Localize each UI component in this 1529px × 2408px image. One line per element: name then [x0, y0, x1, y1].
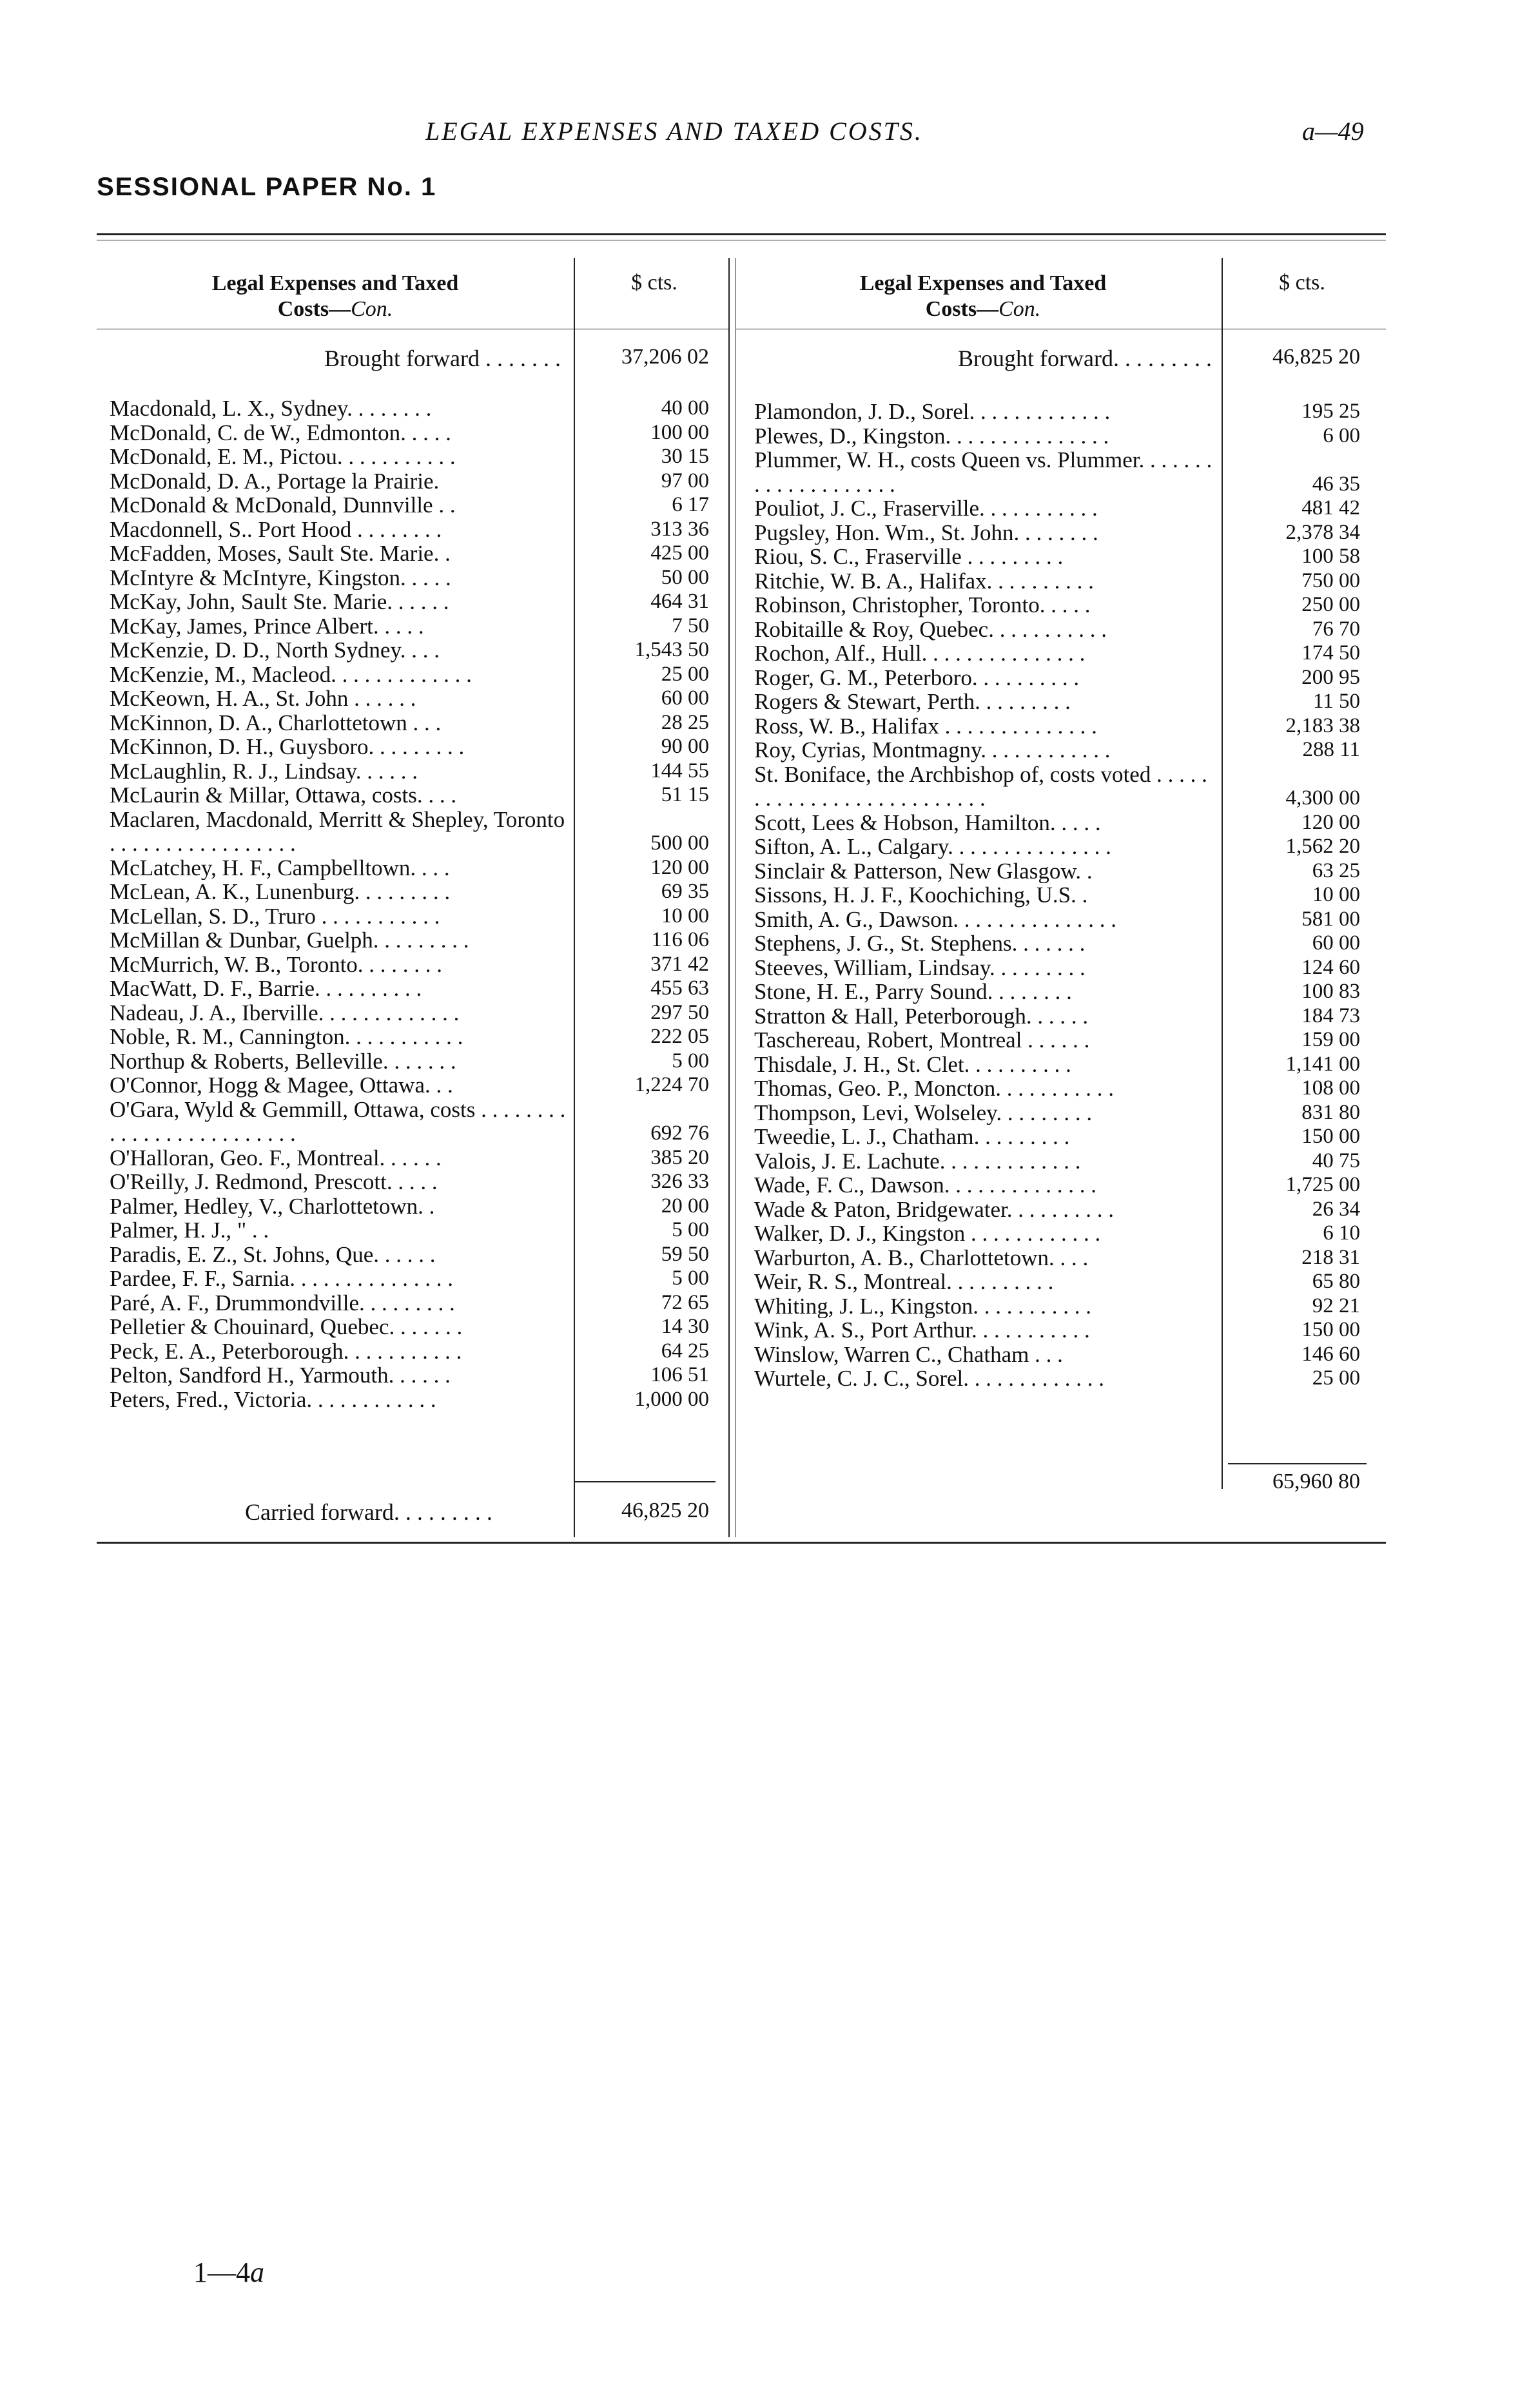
entry-amount: 385 20 — [650, 1145, 709, 1169]
entry-amount: 26 34 — [1312, 1197, 1360, 1221]
right-brought-forward-amount: 46,825 20 — [1272, 345, 1360, 369]
entry-amount: 218 31 — [1301, 1245, 1360, 1269]
ledger-entry — [110, 1267, 728, 1291]
ledger-entry — [110, 1001, 728, 1025]
ledger-entry — [754, 1125, 1386, 1149]
right-amount-heading: $ cts. — [1279, 271, 1325, 295]
entry-name: O'Connor, Hogg & Magee, Ottawa. . . — [110, 1073, 453, 1098]
entry-name: Sinclair & Patterson, New Glasgow. . — [754, 859, 1093, 883]
entry-name: Warburton, A. B., Charlottetown. . . . — [754, 1245, 1089, 1270]
entry-amount: 5 00 — [672, 1218, 709, 1241]
entry-name: McFadden, Moses, Sault Ste. Marie. . — [110, 541, 451, 566]
entry-name: Riou, S. C., Fraserville . . . . . . . . . — [754, 545, 1064, 569]
ledger-entry — [110, 614, 728, 639]
left-heading-line1: Legal Expenses and Taxed — [211, 271, 459, 295]
page-number: a—49 — [1302, 117, 1364, 146]
entry-name: McLellan, S. D., Truro . . . . . . . . . . . — [110, 904, 440, 928]
right-heading-line2 — [754, 296, 1212, 322]
entry-name: McLaurin & Millar, Ottawa, costs. . . . — [110, 783, 457, 808]
entry-amount: 326 33 — [650, 1170, 709, 1193]
ledger-entry — [110, 445, 728, 469]
ledger-entry — [110, 421, 728, 445]
entry-amount: 120 00 — [1301, 810, 1360, 834]
entry-amount: 10 00 — [1312, 883, 1360, 906]
entry-amount: 371 42 — [650, 952, 709, 976]
entry-amount: 40 00 — [661, 396, 709, 420]
ledger-entry — [754, 424, 1386, 449]
ledger-entry — [110, 1073, 728, 1098]
ledger-entry — [110, 1243, 728, 1267]
entry-name: Pelletier & Chouinard, Quebec. . . . . . . — [110, 1315, 463, 1339]
entry-amount: 90 00 — [661, 735, 709, 758]
ledger-entry — [110, 856, 728, 880]
entry-amount: 150 00 — [1301, 1318, 1360, 1341]
entry-amount: 831 80 — [1301, 1100, 1360, 1124]
ledger-entry — [110, 1098, 728, 1146]
entry-name: McLatchey, H. F., Campbelltown. . . . — [110, 855, 450, 880]
top-rule — [97, 233, 1386, 235]
ledger-entry — [754, 1270, 1386, 1294]
entry-amount: 20 00 — [661, 1194, 709, 1218]
entry-amount: 6 17 — [672, 493, 709, 516]
entry-amount: 1,562 20 — [1285, 835, 1360, 858]
entry-amount: 92 21 — [1312, 1294, 1360, 1317]
ledger-entry — [110, 1049, 728, 1074]
ledger-entry — [754, 1294, 1386, 1319]
entry-name: Pardee, F. F., Sarnia. . . . . . . . . . . . . . . — [110, 1267, 453, 1291]
ledger-entry — [754, 738, 1386, 762]
entry-amount: 10 00 — [661, 904, 709, 927]
right-column-heading — [754, 271, 1212, 322]
entry-name: Thomas, Geo. P., Moncton. . . . . . . . . . . — [754, 1076, 1115, 1101]
entry-amount: 222 05 — [650, 1025, 709, 1048]
entry-amount: 6 10 — [1323, 1221, 1360, 1245]
entry-amount: 581 00 — [1301, 907, 1360, 931]
entry-name: Palmer, Hedley, V., Charlottetown. . — [110, 1194, 435, 1218]
entry-amount: 100 00 — [650, 420, 709, 444]
entry-amount: 7 50 — [672, 614, 709, 637]
entry-name: O'Gara, Wyld & Gemmill, Ottawa, costs . . . . . . . . . . . . . . . . . . . . . . . . . — [110, 1097, 566, 1146]
ledger-entry — [754, 641, 1386, 666]
ledger-entry — [754, 1053, 1386, 1077]
entry-name: Wade & Paton, Bridgewater. . . . . . . . . . — [754, 1197, 1115, 1221]
entry-amount: 150 00 — [1301, 1125, 1360, 1148]
ledger-entry — [110, 1025, 728, 1049]
ledger-entry — [110, 953, 728, 977]
ledger-entry — [754, 1318, 1386, 1343]
entry-amount: 159 00 — [1301, 1028, 1360, 1051]
ledger-entry — [754, 956, 1386, 980]
entry-name: Plummer, W. H., costs Queen vs. Plummer. . . . . . . . . . . . . . . . . . . . — [754, 448, 1212, 496]
ledger-entry — [110, 686, 728, 711]
entry-name: Valois, J. E. Lachute. . . . . . . . . . . . . — [754, 1149, 1081, 1173]
entry-amount: 120 00 — [650, 855, 709, 879]
entry-name: McDonald, C. de W., Edmonton. . . . . — [110, 420, 451, 445]
entry-amount: 464 31 — [650, 590, 709, 613]
left-heading-con: Con. — [351, 297, 393, 321]
ledger-entry — [110, 928, 728, 953]
right-column — [754, 258, 1386, 1534]
entry-amount: 1,224 70 — [634, 1073, 709, 1096]
entry-amount: 14 30 — [661, 1315, 709, 1338]
entry-amount: 124 60 — [1301, 955, 1360, 979]
ledger-entry — [110, 518, 728, 542]
entry-name: Rochon, Alf., Hull. . . . . . . . . . . . . . . — [754, 641, 1086, 666]
entry-amount: 69 35 — [661, 880, 709, 903]
ledger-entry — [110, 808, 728, 856]
entry-amount: 51 15 — [661, 783, 709, 806]
entry-amount: 425 00 — [650, 541, 709, 565]
entry-name: Sissons, H. J. F., Koochiching, U.S. . — [754, 883, 1088, 908]
entry-name: Plamondon, J. D., Sorel. . . . . . . . . . . . . — [754, 400, 1111, 424]
entry-name: Whiting, J. L., Kingston. . . . . . . . . . . — [754, 1294, 1092, 1318]
entry-amount: 174 50 — [1301, 641, 1360, 665]
ledger-entry — [110, 566, 728, 590]
entry-amount: 97 00 — [661, 469, 709, 492]
entry-amount: 455 63 — [650, 976, 709, 1000]
ledger-entry — [110, 1363, 728, 1388]
entry-name: Rogers & Stewart, Perth. . . . . . . . . — [754, 690, 1071, 714]
right-total-amount: 65,960 80 — [1272, 1470, 1360, 1493]
signature-suffix: a — [250, 2257, 264, 2288]
entry-amount: 500 00 — [650, 831, 709, 855]
ledger-entry — [754, 521, 1386, 545]
entry-amount: 40 75 — [1312, 1149, 1360, 1172]
entry-name: McDonald & McDonald, Dunnville . . — [110, 493, 456, 518]
entry-name: Robinson, Christopher, Toronto. . . . . — [754, 593, 1091, 617]
ledger-entry — [754, 1366, 1386, 1391]
entry-name: Plewes, D., Kingston. . . . . . . . . . . . . . . — [754, 423, 1109, 448]
entry-name: Macdonald, L. X., Sydney. . . . . . . . — [110, 396, 432, 421]
entry-name: Stone, H. E., Parry Sound. . . . . . . . — [754, 980, 1072, 1004]
ledger-entry — [754, 762, 1386, 811]
ledger-entry — [754, 448, 1386, 496]
ledger-entry — [110, 1146, 728, 1170]
ledger-entry — [110, 638, 728, 663]
entry-amount: 30 15 — [661, 445, 709, 468]
entry-amount: 2,378 34 — [1285, 520, 1360, 544]
ledger-entry — [110, 735, 728, 759]
ledger-entry — [754, 714, 1386, 739]
entry-amount: 72 65 — [661, 1290, 709, 1314]
entry-amount: 184 73 — [1301, 1004, 1360, 1027]
ledger-entry — [754, 859, 1386, 884]
entry-name: Noble, R. M., Cannington. . . . . . . . . . . — [110, 1025, 463, 1049]
entry-name: Walker, D. J., Kingston . . . . . . . . . . . . — [754, 1221, 1101, 1246]
entry-amount: 2,183 38 — [1285, 714, 1360, 737]
entry-name: McKeown, H. A., St. John . . . . . . — [110, 686, 416, 711]
entry-amount: 250 00 — [1301, 593, 1360, 616]
entry-amount: 46 35 — [1312, 472, 1360, 496]
entry-amount: 116 06 — [651, 928, 709, 951]
entry-name: Ross, W. B., Halifax . . . . . . . . . . . . . . — [754, 714, 1097, 738]
entry-amount: 750 00 — [1301, 568, 1360, 592]
right-heading-line1: Legal Expenses and Taxed — [859, 271, 1107, 295]
ledger-entry — [754, 545, 1386, 569]
left-total-rule — [574, 1481, 716, 1482]
entry-name: Sifton, A. L., Calgary. . . . . . . . . . . . . . . — [754, 835, 1111, 859]
entry-amount: 288 11 — [1302, 738, 1360, 761]
ledger-entry — [110, 541, 728, 566]
left-column — [110, 258, 728, 1534]
left-brought-forward-label: Brought forward . . . . . . . — [324, 345, 561, 371]
entry-amount: 297 50 — [650, 1000, 709, 1024]
ledger-entry — [110, 493, 728, 518]
ledger-entry — [754, 883, 1386, 908]
entry-amount: 76 70 — [1312, 617, 1360, 641]
entry-amount: 25 00 — [661, 662, 709, 686]
entry-name: McKinnon, D. A., Charlottetown . . . — [110, 710, 442, 735]
entry-amount: 25 00 — [1312, 1366, 1360, 1390]
ledger-entry — [110, 1388, 728, 1412]
ledger-entry — [754, 1246, 1386, 1270]
left-column-heading — [110, 271, 561, 322]
entry-name: McMillan & Dunbar, Guelph. . . . . . . . . — [110, 928, 469, 953]
entry-name: McKay, John, Sault Ste. Marie. . . . . . — [110, 590, 449, 614]
entry-name: Thisdale, J. H., St. Clet. . . . . . . . . . — [754, 1052, 1071, 1076]
left-entries-list — [110, 396, 728, 1412]
ledger-entry — [110, 396, 728, 421]
entry-name: Palmer, H. J., " . . — [110, 1218, 269, 1243]
entry-name: Steeves, William, Lindsay. . . . . . . . . — [754, 955, 1086, 980]
right-entries-list — [754, 400, 1386, 1391]
ledger-entry — [754, 1343, 1386, 1367]
entry-amount: 1,725 00 — [1285, 1173, 1360, 1196]
left-total-label: Carried forward. . . . . . . . . — [245, 1499, 492, 1525]
entry-name: Macdonnell, S.. Port Hood . . . . . . . . — [110, 517, 442, 541]
ledger-entry — [110, 1218, 728, 1243]
entry-name: Peters, Fred., Victoria. . . . . . . . . . . . — [110, 1387, 436, 1412]
entry-name: McKinnon, D. H., Guysboro. . . . . . . . . — [110, 735, 465, 759]
entry-amount: 692 76 — [650, 1121, 709, 1145]
entry-name: Robitaille & Roy, Quebec. . . . . . . . . . . — [754, 617, 1107, 641]
entry-amount: 108 00 — [1301, 1076, 1360, 1100]
ledger-entry — [754, 1076, 1386, 1101]
ledger-entry — [754, 1173, 1386, 1198]
ledger-entry — [754, 908, 1386, 932]
entry-name: Weir, R. S., Montreal. . . . . . . . . . — [754, 1270, 1054, 1294]
entry-amount: 28 25 — [661, 710, 709, 734]
entry-name: Smith, A. G., Dawson. . . . . . . . . . . . . . . — [754, 907, 1116, 931]
entry-amount: 64 25 — [661, 1339, 709, 1363]
right-brought-forward-label: Brought forward. . . . . . . . . — [958, 345, 1212, 371]
entry-name: Scott, Lees & Hobson, Hamilton. . . . . — [754, 810, 1101, 835]
entry-amount: 195 25 — [1301, 400, 1360, 423]
entry-amount: 60 00 — [1312, 931, 1360, 955]
ledger-entry — [754, 1028, 1386, 1053]
sessional-paper-label: SESSIONAL PAPER No. 1 — [97, 173, 437, 201]
entry-name: Wurtele, C. J. C., Sorel. . . . . . . . . . . . . — [754, 1366, 1104, 1391]
entry-amount: 11 50 — [1312, 690, 1360, 713]
running-title: LEGAL EXPENSES AND TAXED COSTS. — [425, 117, 923, 146]
entry-name: Pugsley, Hon. Wm., St. John. . . . . . . . — [754, 520, 1098, 545]
running-head — [0, 116, 1529, 155]
entry-amount: 59 50 — [661, 1242, 709, 1266]
ledger-entry — [754, 496, 1386, 521]
entry-name: O'Halloran, Geo. F., Montreal. . . . . . — [110, 1145, 442, 1170]
ledger-entry — [110, 1315, 728, 1339]
ledger-entry — [754, 1101, 1386, 1125]
entry-name: McKenzie, M., Macleod. . . . . . . . . . . . . — [110, 662, 472, 686]
entry-name: Pelton, Sandford H., Yarmouth. . . . . . — [110, 1363, 451, 1388]
entry-amount: 146 60 — [1301, 1342, 1360, 1366]
ledger-entry — [110, 711, 728, 735]
entry-name: Roger, G. M., Peterboro. . . . . . . . . . — [754, 665, 1080, 690]
entry-amount: 200 95 — [1301, 665, 1360, 689]
left-total-amount: 46,825 20 — [621, 1499, 709, 1522]
entry-name: Thompson, Levi, Wolseley. . . . . . . . . — [754, 1100, 1093, 1125]
entry-name: Maclaren, Macdonald, Merritt & Shepley, Toronto . . . . . . . . . . . . . . . . . — [110, 807, 565, 856]
entry-amount: 5 00 — [672, 1267, 709, 1290]
entry-name: Winslow, Warren C., Chatham . . . — [754, 1342, 1063, 1366]
ledger-entry — [110, 590, 728, 614]
entry-amount: 6 00 — [1323, 423, 1360, 447]
entry-amount: 313 36 — [650, 517, 709, 541]
entry-amount: 481 42 — [1301, 496, 1360, 519]
entry-amount: 1,000 00 — [634, 1387, 709, 1411]
entry-name: St. Boniface, the Archbishop of, costs voted . . . . . . . . . . . . . . . . . . . . . . . . . . — [754, 762, 1207, 811]
entry-name: Nadeau, J. A., Iberville. . . . . . . . . . . . . — [110, 1000, 460, 1025]
ledger-entry — [110, 976, 728, 1001]
ledger-entry — [110, 783, 728, 808]
entry-amount: 100 58 — [1301, 545, 1360, 568]
ledger-entry — [754, 666, 1386, 690]
signature-prefix: 1—4 — [193, 2257, 250, 2288]
ledger-entry — [754, 931, 1386, 956]
right-heading-costs: Costs— — [925, 297, 999, 321]
entry-name: McKenzie, D. D., North Sydney. . . . — [110, 638, 440, 663]
ledger-entry — [110, 904, 728, 929]
ledger-entry — [754, 569, 1386, 594]
entry-name: Stephens, J. G., St. Stephens. . . . . . . — [754, 931, 1086, 956]
ledger-entry — [110, 1339, 728, 1364]
entry-name: Wade, F. C., Dawson. . . . . . . . . . . . . . — [754, 1173, 1097, 1198]
entry-name: O'Reilly, J. Redmond, Prescott. . . . . — [110, 1170, 438, 1194]
ledger-entry — [754, 835, 1386, 859]
entry-name: McLaughlin, R. J., Lindsay. . . . . . — [110, 759, 418, 783]
entry-amount: 60 00 — [661, 686, 709, 710]
entry-name: McDonald, D. A., Portage la Prairie. — [110, 469, 440, 493]
right-heading-con: Con. — [998, 297, 1041, 321]
ledger-entry — [754, 400, 1386, 424]
ledger-entry — [754, 1004, 1386, 1029]
ledger-entry — [754, 690, 1386, 714]
entry-name: Northup & Roberts, Belleville. . . . . . . — [110, 1049, 456, 1073]
entry-name: Ritchie, W. B. A., Halifax. . . . . . . . . . — [754, 568, 1094, 593]
ledger-entry — [754, 980, 1386, 1004]
entry-name: Taschereau, Robert, Montreal . . . . . . — [754, 1028, 1090, 1053]
entry-name: Paradis, E. Z., St. Johns, Que. . . . . . — [110, 1242, 436, 1267]
entry-name: Peck, E. A., Peterborough. . . . . . . . . . . — [110, 1339, 462, 1363]
entry-amount: 106 51 — [650, 1363, 709, 1386]
ledger-entry — [110, 759, 728, 784]
left-amount-heading: $ cts. — [631, 271, 677, 295]
entry-name: Roy, Cyrias, Montmagny. . . . . . . . . . . . — [754, 738, 1111, 762]
entry-amount: 144 55 — [650, 759, 709, 782]
entry-name: Wink, A. S., Port Arthur. . . . . . . . . . . — [754, 1318, 1090, 1343]
entry-amount: 65 80 — [1312, 1270, 1360, 1293]
entry-amount: 1,543 50 — [634, 638, 709, 661]
ledger-entry — [110, 663, 728, 687]
ledger-entry — [110, 880, 728, 904]
signature-mark — [193, 2256, 264, 2289]
entry-name: McMurrich, W. B., Toronto. . . . . . . . — [110, 952, 443, 976]
entry-amount: 50 00 — [661, 565, 709, 589]
entry-amount: 100 83 — [1301, 980, 1360, 1003]
left-heading-costs: Costs— — [277, 297, 351, 321]
entry-name: McIntyre & McIntyre, Kingston. . . . . — [110, 565, 451, 590]
ledger-entry — [110, 1291, 728, 1316]
entry-amount: 1,141 00 — [1285, 1052, 1360, 1076]
left-brought-forward-amount: 37,206 02 — [621, 345, 709, 369]
ledger-entry — [754, 1149, 1386, 1174]
entry-name: McDonald, E. M., Pictou. . . . . . . . . . . — [110, 445, 456, 469]
entry-name: Paré, A. F., Drummondville. . . . . . . . . — [110, 1290, 455, 1315]
entry-name: Stratton & Hall, Peterborough. . . . . . — [754, 1004, 1089, 1028]
entry-name: McKay, James, Prince Albert. . . . . — [110, 614, 424, 638]
entry-amount: 63 25 — [1312, 859, 1360, 882]
ledger-entry — [754, 593, 1386, 617]
ledger-entry — [110, 1170, 728, 1194]
center-divider — [728, 258, 730, 1537]
ledger-entry — [754, 1198, 1386, 1222]
ledger-entry — [110, 469, 728, 494]
entry-name: MacWatt, D. F., Barrie. . . . . . . . . . — [110, 976, 422, 1001]
entry-name: McLean, A. K., Lunenburg. . . . . . . . . — [110, 880, 451, 904]
ledger-entry — [754, 811, 1386, 835]
ledger-entry — [754, 617, 1386, 642]
right-total-rule — [1228, 1463, 1367, 1464]
entry-amount: 4,300 00 — [1285, 786, 1360, 810]
ledger-entry — [110, 1194, 728, 1219]
ledger-entry — [754, 1221, 1386, 1246]
bottom-rule — [97, 1542, 1386, 1544]
left-heading-line2 — [110, 296, 561, 322]
entry-name: Pouliot, J. C., Fraserville. . . . . . . . . . . — [754, 496, 1098, 521]
entry-amount: 5 00 — [672, 1049, 709, 1073]
entry-name: Tweedie, L. J., Chatham. . . . . . . . . — [754, 1125, 1070, 1149]
